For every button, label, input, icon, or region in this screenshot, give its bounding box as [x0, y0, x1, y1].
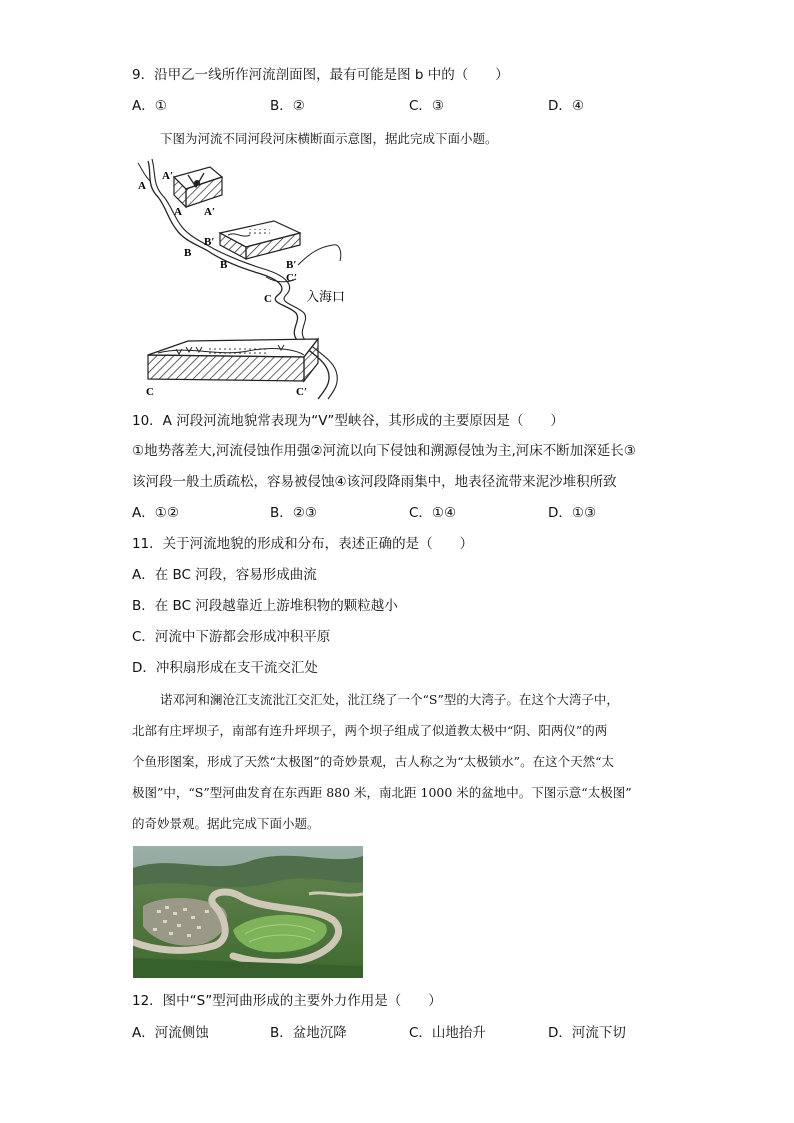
intro-text-2-line-3: 个鱼形图案，形成了天然“太极图”的奇妙景观，古人称之为“太极锁水”。在这个天然“太	[132, 754, 614, 769]
label-estuary: 入海口	[306, 290, 346, 305]
section-b-block	[220, 221, 300, 259]
label-c-river: C	[264, 293, 272, 305]
q10-statement-line-2: 该河段一般土质疏松，容易被侵蚀④该河段降雨集中，地表径流带来泥沙堆积所致	[132, 474, 617, 490]
label-c-prime-top: C′	[286, 272, 298, 284]
q9-option-c: C．③	[409, 98, 445, 114]
label-a-prime: A′	[162, 170, 174, 182]
q12-option-b: B．盆地沉降	[270, 1025, 347, 1041]
taiji-river-meander-photo	[133, 846, 363, 978]
label-b-block-right: B′	[286, 259, 297, 271]
label-b: B	[184, 247, 192, 259]
section-a-block	[174, 167, 222, 207]
q10-option-d: D．①③	[548, 505, 597, 521]
river-cross-section-diagram	[128, 155, 358, 400]
q12-option-a: A．河流侧蚀	[132, 1025, 209, 1041]
section-c-block	[148, 339, 318, 381]
q10-stem: 10．A 河段河流地貌常表现为“V”型峡谷，其形成的主要原因是（ ）	[132, 413, 564, 429]
intro-text-1: 下图为河流不同河段河床横断面示意图，据此完成下面小题。	[160, 131, 498, 146]
q12-stem: 12．图中“S”型河曲形成的主要外力作用是（ ）	[132, 993, 442, 1009]
intro-text-2-line-4: 极图”中，“S”型河曲发育在东西距 880 米，南北距 1000 米的盆地中。下图示意“太极图”	[132, 785, 632, 800]
label-a-block-right: A′	[204, 206, 216, 218]
q9-option-b: B．②	[270, 98, 305, 114]
q11-option-a: A．在 BC 河段，容易形成曲流	[132, 567, 317, 583]
q9-option-a: A．①	[132, 98, 167, 114]
q10-option-b: B．②③	[270, 505, 317, 521]
q10-option-a: A．①②	[132, 505, 179, 521]
q12-option-c: C．山地抬升	[409, 1025, 486, 1041]
q12-option-d: D．河流下切	[548, 1025, 626, 1041]
q11-option-d: D．冲积扇形成在支干流交汇处	[132, 660, 318, 676]
q10-statement-line-1: ①地势落差大,河流侵蚀作用强②河流以向下侵蚀和溯源侵蚀为主,河床不断加深延长③	[132, 443, 636, 459]
label-a-block-left: A	[174, 206, 182, 218]
q9-stem: 9．沿甲乙一线所作河流剖面图，最有可能是图 b 中的（ ）	[132, 67, 509, 83]
label-b-prime: B′	[204, 236, 215, 248]
intro-text-2-line-5: 的奇妙景观。据此完成下面小题。	[132, 816, 320, 831]
q9-option-d: D．④	[548, 98, 584, 114]
intro-text-2-line-1: 诺邓河和澜沧江支流沘江交汇处，沘江绕了一个“S”型的大湾子。在这个大湾子中，	[160, 692, 619, 707]
q11-stem: 11．关于河流地貌的形成和分布，表述正确的是（ ）	[132, 536, 474, 552]
intro-text-2-line-2: 北部有庄坪坝子，南部有连升坪坝子，两个坝子组成了似道教太极中“阴、阳两仪”的两	[132, 723, 608, 738]
label-b-block-left: B	[220, 259, 228, 271]
q11-option-b: B．在 BC 河段越靠近上游堆积物的颗粒越小	[132, 598, 398, 614]
q11-option-c: C．河流中下游都会形成冲积平原	[132, 629, 331, 645]
label-a: A	[138, 180, 146, 192]
label-c-block-right: C′	[296, 386, 308, 398]
q10-option-c: C．①④	[409, 505, 457, 521]
label-c-block-left: C	[146, 386, 154, 398]
